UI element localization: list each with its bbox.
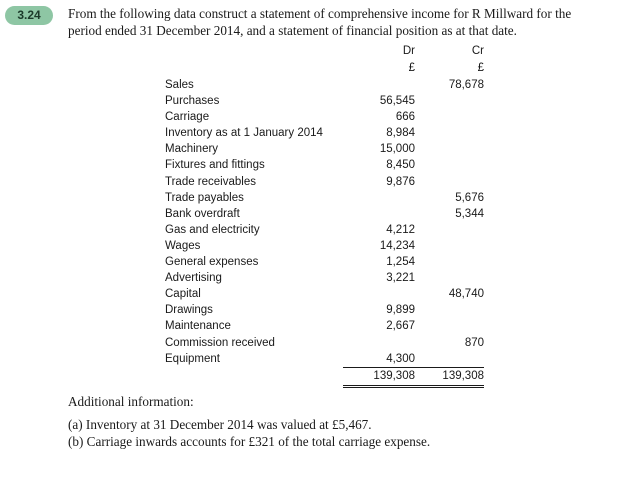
debit-amount: 1,254 [386,256,415,269]
account-label: Machinery [165,143,219,156]
table-row [0,254,618,270]
table-row [0,238,618,254]
debit-amount: 2,667 [386,320,415,333]
trial-balance-table [0,77,618,367]
account-label: Fixtures and fittings [165,159,265,172]
note-b: (b) Carriage inwards accounts for £321 of the total carriage expense. [68,434,431,449]
account-label: Bank overdraft [165,207,240,220]
table-row [0,335,618,351]
totals-row [0,367,618,387]
account-label: Trade payables [165,191,244,204]
table-row [0,302,618,318]
account-label: Gas and electricity [165,223,260,236]
debit-amount: 666 [395,111,415,124]
cr-total: 139,308 [412,367,484,388]
account-label: Purchases [165,95,220,108]
cr-column-unit: £ [477,62,484,74]
account-label: Sales [165,79,194,91]
table-row [0,109,618,125]
account-label: General expenses [165,256,259,269]
account-label: Carriage [165,111,210,124]
debit-amount: 9,876 [386,175,415,188]
account-label: Drawings [165,304,213,317]
additional-info-heading: Additional information: [68,394,194,409]
debit-amount: 15,000 [379,143,415,156]
credit-amount: 78,678 [448,79,484,91]
table-row [0,270,618,286]
table-row [0,157,618,173]
dr-total: 139,308 [343,367,415,388]
cr-column-header: Cr [471,45,484,57]
account-label: Advertising [165,272,222,285]
credit-amount: 48,740 [448,288,484,301]
account-label: Wages [165,239,201,252]
table-row [0,125,618,141]
dr-column-header: Dr [402,45,415,57]
table-row [0,206,618,222]
account-label: Commission received [165,336,275,349]
table-row [0,190,618,206]
credit-amount: 5,676 [455,191,484,204]
table-row [0,318,618,334]
account-label: Capital [165,288,201,301]
debit-amount: 4,212 [386,223,415,236]
table-row [0,141,618,157]
table-row [0,77,618,93]
exercise-number-badge: 3.24 [5,6,53,25]
debit-amount: 4,300 [386,352,415,365]
table-row [0,222,618,238]
debit-amount: 8,450 [386,159,415,172]
question-line-2: period ended 31 December 2014, and a statement of financial position as at that date. [68,23,517,38]
debit-amount: 56,545 [379,95,415,108]
credit-amount: 5,344 [455,207,484,220]
question-text [68,5,608,39]
account-label: Trade receivables [165,175,256,188]
question-line-1: From the following data construct a statement of comprehensive income for R Millward for the [68,6,572,21]
debit-amount: 3,221 [386,272,415,285]
additional-notes [68,416,430,450]
table-row [0,93,618,109]
debit-amount: 8,984 [386,127,415,140]
table-row [0,351,618,367]
account-label: Equipment [165,352,220,365]
debit-amount: 9,899 [386,304,415,317]
account-label: Inventory as at 1 January 2014 [165,127,323,140]
dr-column-unit: £ [408,62,415,74]
table-row [0,286,618,302]
credit-amount: 870 [464,336,484,349]
table-row [0,174,618,190]
debit-amount: 14,234 [379,239,415,252]
note-a: (a) Inventory at 31 December 2014 was valued at £5,467. [68,417,372,432]
account-label: Maintenance [165,320,231,333]
